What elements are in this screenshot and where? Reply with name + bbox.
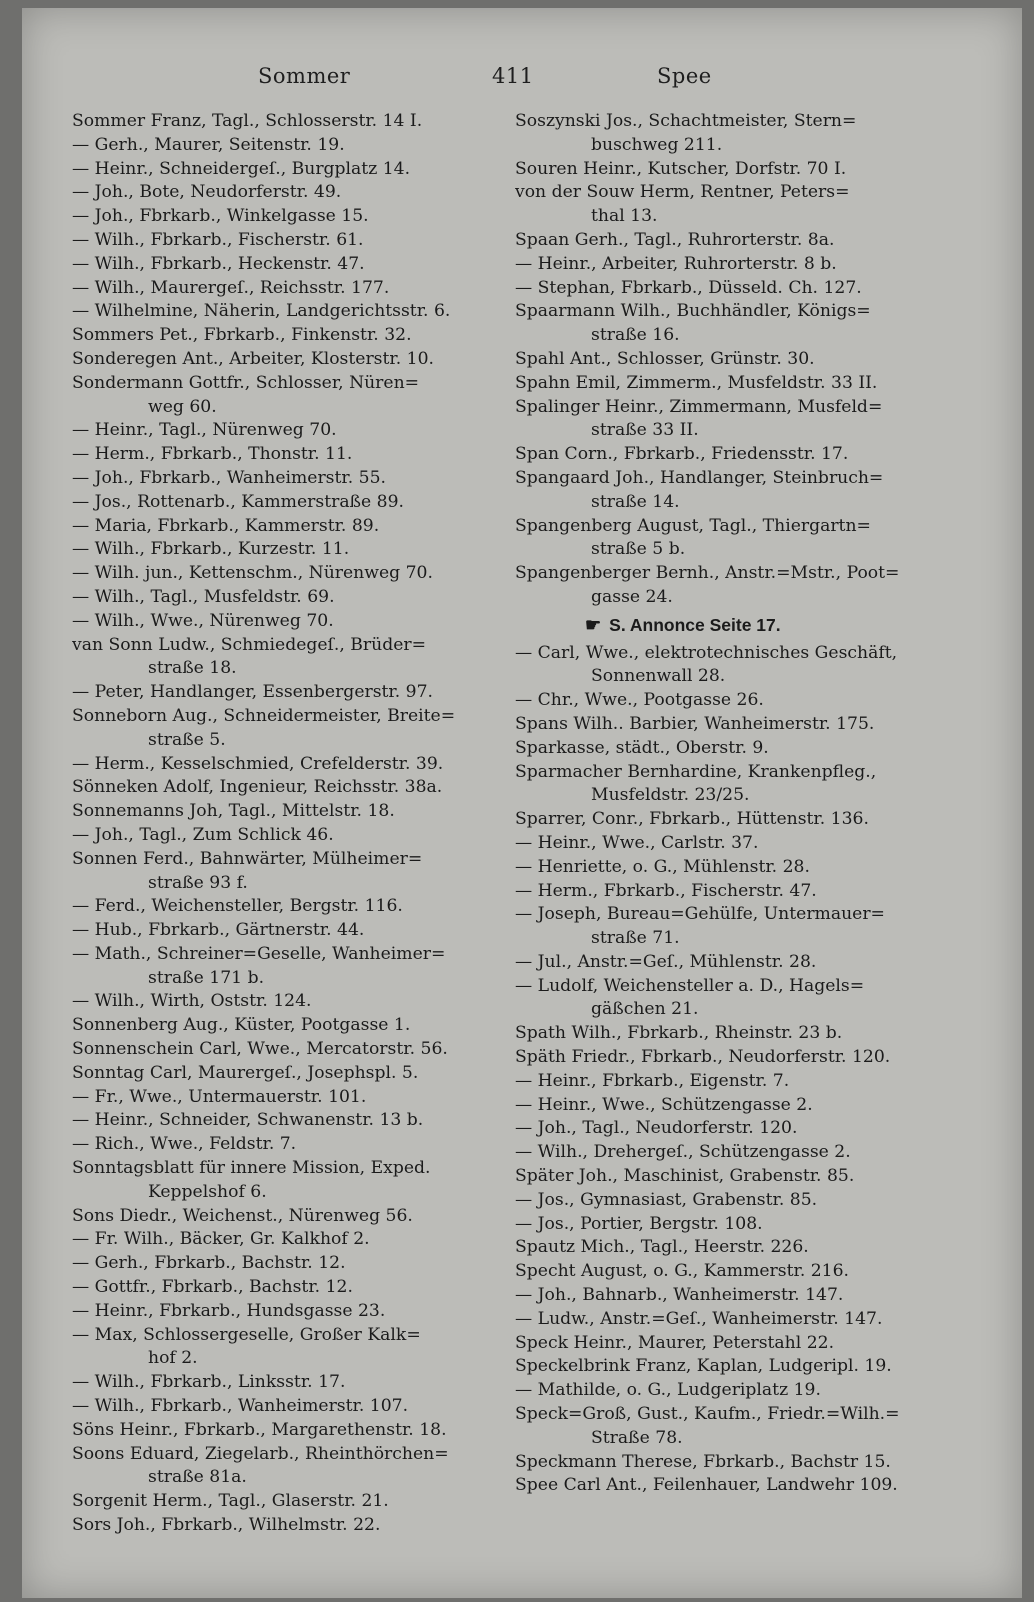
directory-entry: — Maria, Fbrkarb., Kammerstr. 89. bbox=[72, 515, 380, 536]
header-left-keyword: Sommer bbox=[258, 64, 351, 88]
directory-entry: — Hub., Fbrkarb., Gärtnerstr. 44. bbox=[72, 920, 365, 941]
directory-entry: — Heinr., Schneidergeſ., Burgplatz 14. bbox=[72, 158, 411, 179]
directory-entry: Spee Carl Ant., Feilenhauer, Landwehr 109. bbox=[515, 1475, 898, 1496]
directory-entry: Souren Heinr., Kutscher, Dorfstr. 70 I. bbox=[515, 158, 847, 179]
entry-continuation: straße 171 b. bbox=[148, 967, 265, 988]
directory-entry: — Wilh., Wwe., Nürenweg 70. bbox=[72, 610, 334, 631]
directory-entry: — Math., Schreiner=Geselle, Wanheimer= bbox=[72, 943, 446, 964]
directory-entry: Später Joh., Maschinist, Grabenstr. 85. bbox=[515, 1166, 855, 1187]
directory-entry: — Herm., Fbrkarb., Fischerstr. 47. bbox=[515, 880, 817, 901]
directory-entry: — Jul., Anstr.=Geſ., Mühlenstr. 28. bbox=[515, 951, 817, 972]
directory-entry: Sparmacher Bernhardine, Krankenpfleg., bbox=[515, 761, 877, 782]
entry-continuation: straße 5. bbox=[148, 729, 226, 750]
directory-entry: Spautz Mich., Tagl., Heerstr. 226. bbox=[515, 1237, 809, 1258]
directory-entry: Speckelbrink Franz, Kaplan, Ludgeripl. 19. bbox=[515, 1356, 892, 1377]
directory-entry: Sonderegen Ant., Arbeiter, Klosterstr. 10. bbox=[72, 348, 434, 369]
directory-entry: — Gerh., Fbrkarb., Bachstr. 12. bbox=[72, 1253, 346, 1274]
directory-entry: — Heinr., Wwe., Carlstr. 37. bbox=[515, 832, 759, 853]
entry-continuation: straße 71. bbox=[591, 928, 680, 949]
entry-continuation: straße 5 b. bbox=[591, 539, 686, 560]
directory-entry: Sondermann Gottfr., Schlosser, Nüren= bbox=[72, 372, 420, 393]
page-number: 411 bbox=[492, 64, 534, 88]
directory-entry: — Joh., Tagl., Neudorferstr. 120. bbox=[515, 1118, 798, 1139]
entry-continuation: straße 81a. bbox=[148, 1467, 247, 1488]
directory-entry: — Joseph, Bureau=Gehülfe, Untermauer= bbox=[515, 904, 885, 925]
entry-continuation: straße 14. bbox=[591, 491, 680, 512]
directory-entry: — Joh., Fbrkarb., Winkelgasse 15. bbox=[72, 206, 369, 227]
directory-entry: — Wilhelmine, Näherin, Landgerichtsstr. 6. bbox=[72, 301, 451, 322]
entry-continuation: buschweg 211. bbox=[591, 134, 723, 155]
page-header bbox=[22, 64, 1022, 98]
directory-entry: — Herm., Kesselschmied, Crefelderstr. 39. bbox=[72, 753, 444, 774]
header-right-keyword: Spee bbox=[657, 64, 712, 88]
directory-entry: — Carl, Wwe., elektrotechnisches Geschäft, bbox=[515, 642, 898, 663]
directory-entry: Söns Heinr., Fbrkarb., Margarethenstr. 18. bbox=[72, 1419, 447, 1440]
directory-entry: — Jos., Gymnasiast, Grabenstr. 85. bbox=[515, 1189, 818, 1210]
directory-entry: Sommer Franz, Tagl., Schlosserstr. 14 I. bbox=[72, 111, 423, 131]
directory-entry: Speck=Groß, Gust., Kaufm., Friedr.=Wilh.= bbox=[515, 1404, 900, 1425]
entry-continuation: straße 33 II. bbox=[591, 420, 699, 441]
directory-entry: Spahn Emil, Zimmerm., Musfeldstr. 33 II. bbox=[515, 372, 878, 393]
directory-entry: — Herm., Fbrkarb., Thonstr. 11. bbox=[72, 444, 353, 465]
pointing-hand-icon: ☛ bbox=[585, 614, 602, 635]
directory-entry: Sors Joh., Fbrkarb., Wilhelmstr. 22. bbox=[72, 1515, 381, 1536]
directory-entry: Spaarmann Wilh., Buchhändler, Königs= bbox=[515, 301, 871, 322]
directory-entry: — Heinr., Schneider, Schwanenstr. 13 b. bbox=[72, 1110, 424, 1131]
directory-entry: Soons Eduard, Ziegelarb., Rheinthörchen= bbox=[72, 1443, 449, 1464]
directory-entry: Sonntagsblatt für innere Mission, Exped. bbox=[72, 1158, 431, 1179]
directory-page bbox=[22, 8, 1022, 1598]
directory-entry: — Rich., Wwe., Feldstr. 7. bbox=[72, 1134, 297, 1155]
directory-entry: Sonnenschein Carl, Wwe., Mercatorstr. 56. bbox=[72, 1039, 448, 1060]
directory-entry: — Peter, Handlanger, Essenbergerstr. 97. bbox=[72, 682, 434, 703]
directory-entry: — Ludolf, Weichensteller a. D., Hagels= bbox=[515, 975, 865, 996]
entry-continuation: Musfeldstr. 23/25. bbox=[591, 785, 750, 806]
directory-entry: — Jos., Rottenarb., Kammerstraße 89. bbox=[72, 491, 405, 512]
directory-entry: — Wilh., Fbrkarb., Linksstr. 17. bbox=[72, 1372, 346, 1393]
directory-entry: — Wilh., Maurergeſ., Reichsstr. 177. bbox=[72, 277, 390, 298]
entry-continuation: gasse 24. bbox=[591, 586, 673, 607]
directory-entry: — Chr., Wwe., Pootgasse 26. bbox=[515, 690, 764, 711]
directory-entry: Spahl Ant., Schlosser, Grünstr. 30. bbox=[515, 348, 815, 369]
directory-entry: Sonnemanns Joh, Tagl., Mittelstr. 18. bbox=[72, 801, 395, 822]
directory-entry: — Wilh. jun., Kettenschm., Nürenweg 70. bbox=[72, 563, 433, 584]
directory-entry: van Sonn Ludw., Schmiedegeſ., Brüder= bbox=[72, 634, 427, 655]
entry-continuation: hof 2. bbox=[148, 1348, 198, 1369]
directory-entry: — Fr., Wwe., Untermauerstr. 101. bbox=[72, 1086, 367, 1107]
directory-entry: — Max, Schlossergeselle, Großer Kalk= bbox=[72, 1324, 421, 1345]
directory-entry: — Heinr., Tagl., Nürenweg 70. bbox=[72, 420, 337, 441]
directory-entry: Spath Wilh., Fbrkarb., Rheinstr. 23 b. bbox=[515, 1023, 843, 1044]
directory-entry: Spangaard Joh., Handlanger, Steinbruch= bbox=[515, 467, 884, 488]
directory-entry: Spangenberger Bernh., Anstr.=Mstr., Poot= bbox=[515, 563, 900, 584]
directory-entry: Sonnen Ferd., Bahnwärter, Mülheimer= bbox=[72, 848, 423, 869]
directory-entry: Spaan Gerh., Tagl., Ruhrorterstr. 8a. bbox=[515, 229, 835, 250]
directory-entry: Sparrer, Conr., Fbrkarb., Hüttenstr. 136. bbox=[515, 809, 869, 830]
annonce-text: S. Annonce Seite 17. bbox=[609, 614, 781, 635]
directory-entry: Soszynski Jos., Schachtmeister, Stern= bbox=[515, 111, 857, 131]
directory-entry: — Heinr., Fbrkarb., Eigenstr. 7. bbox=[515, 1070, 790, 1091]
directory-entry: — Wilh., Drehergeſ., Schützengasse 2. bbox=[515, 1142, 851, 1163]
entry-continuation: straße 16. bbox=[591, 325, 680, 346]
directory-entry: — Wilh., Fbrkarb., Heckenstr. 47. bbox=[72, 253, 365, 274]
directory-entry: — Wilh., Tagl., Musfeldstr. 69. bbox=[72, 586, 335, 607]
directory-entry: — Joh., Bote, Neudorferstr. 49. bbox=[72, 182, 342, 203]
directory-entry: Specht August, o. G., Kammerstr. 216. bbox=[515, 1261, 850, 1282]
entry-continuation: straße 18. bbox=[148, 658, 237, 679]
left-column bbox=[72, 110, 512, 1538]
directory-entry: — Heinr., Wwe., Schützengasse 2. bbox=[515, 1094, 813, 1115]
directory-entry: — Fr. Wilh., Bäcker, Gr. Kalkhof 2. bbox=[72, 1229, 370, 1250]
directory-entry: — Stephan, Fbrkarb., Düsseld. Ch. 127. bbox=[515, 277, 862, 298]
directory-entry: — Gerh., Maurer, Seitenstr. 19. bbox=[72, 134, 345, 155]
directory-entry: Sonneborn Aug., Schneidermeister, Breite= bbox=[72, 705, 456, 726]
directory-entry: Span Corn., Fbrkarb., Friedensstr. 17. bbox=[515, 444, 849, 465]
right-column bbox=[515, 110, 985, 1498]
directory-entry: — Ludw., Anstr.=Geſ., Wanheimerstr. 147. bbox=[515, 1308, 883, 1329]
directory-entry: — Joh., Fbrkarb., Wanheimerstr. 55. bbox=[72, 467, 386, 488]
directory-entry: — Heinr., Arbeiter, Ruhrorterstr. 8 b. bbox=[515, 253, 837, 274]
directory-entry: — Joh., Bahnarb., Wanheimerstr. 147. bbox=[515, 1285, 844, 1306]
directory-entry: — Mathilde, o. G., Ludgeriplatz 19. bbox=[515, 1380, 821, 1401]
entry-continuation: weg 60. bbox=[148, 396, 217, 417]
directory-entry: Spans Wilh.. Barbier, Wanheimerstr. 175. bbox=[515, 713, 875, 734]
directory-entry: von der Souw Herm, Rentner, Peters= bbox=[515, 182, 850, 203]
directory-entry: Späth Friedr., Fbrkarb., Neudorferstr. 120. bbox=[515, 1047, 891, 1068]
directory-entry: — Heinr., Fbrkarb., Hundsgasse 23. bbox=[72, 1300, 386, 1321]
directory-entry: Sorgenit Herm., Tagl., Glaserstr. 21. bbox=[72, 1491, 389, 1512]
directory-entry: — Joh., Tagl., Zum Schlick 46. bbox=[72, 824, 334, 845]
directory-entry: — Jos., Portier, Bergstr. 108. bbox=[515, 1213, 763, 1234]
directory-entry: Sonnenberg Aug., Küster, Pootgasse 1. bbox=[72, 1015, 411, 1036]
directory-entry: Sommers Pet., Fbrkarb., Finkenstr. 32. bbox=[72, 325, 412, 346]
directory-entry: Sons Diedr., Weichenst., Nürenweg 56. bbox=[72, 1205, 413, 1226]
directory-entry: Sonntag Carl, Maurergeſ., Josephspl. 5. bbox=[72, 1062, 419, 1083]
directory-entry: — Henriette, o. G., Mühlenstr. 28. bbox=[515, 856, 810, 877]
entry-continuation: straße 93 f. bbox=[148, 872, 248, 893]
entry-continuation: Sonnenwall 28. bbox=[591, 666, 726, 687]
directory-entry: Speckmann Therese, Fbrkarb., Bachstr 15. bbox=[515, 1451, 891, 1472]
directory-entry: — Wilh., Fbrkarb., Kurzestr. 11. bbox=[72, 539, 350, 560]
directory-entry: — Gottfr., Fbrkarb., Bachstr. 12. bbox=[72, 1277, 353, 1298]
directory-entry: — Wilh., Fbrkarb., Fischerstr. 61. bbox=[72, 229, 364, 250]
directory-entry: Sparkasse, städt., Oberstr. 9. bbox=[515, 737, 769, 758]
directory-entry: Spalinger Heinr., Zimmermann, Musfeld= bbox=[515, 396, 883, 417]
annonce-reference bbox=[515, 614, 985, 638]
directory-entry: Sönneken Adolf, Ingenieur, Reichsstr. 38a. bbox=[72, 777, 443, 798]
directory-entry: Spangenberg August, Tagl., Thiergartn= bbox=[515, 515, 871, 536]
entry-continuation: gäßchen 21. bbox=[591, 999, 699, 1020]
directory-entry: — Wilh., Wirth, Oststr. 124. bbox=[72, 991, 312, 1012]
directory-entry: Speck Heinr., Maurer, Peterstahl 22. bbox=[515, 1332, 835, 1353]
directory-entry: — Ferd., Weichensteller, Bergstr. 116. bbox=[72, 896, 403, 917]
entry-continuation: Keppelshof 6. bbox=[148, 1181, 267, 1202]
entry-continuation: Straße 78. bbox=[591, 1427, 683, 1448]
directory-entry: — Wilh., Fbrkarb., Wanheimerstr. 107. bbox=[72, 1396, 409, 1417]
entry-continuation: thal 13. bbox=[591, 206, 658, 227]
